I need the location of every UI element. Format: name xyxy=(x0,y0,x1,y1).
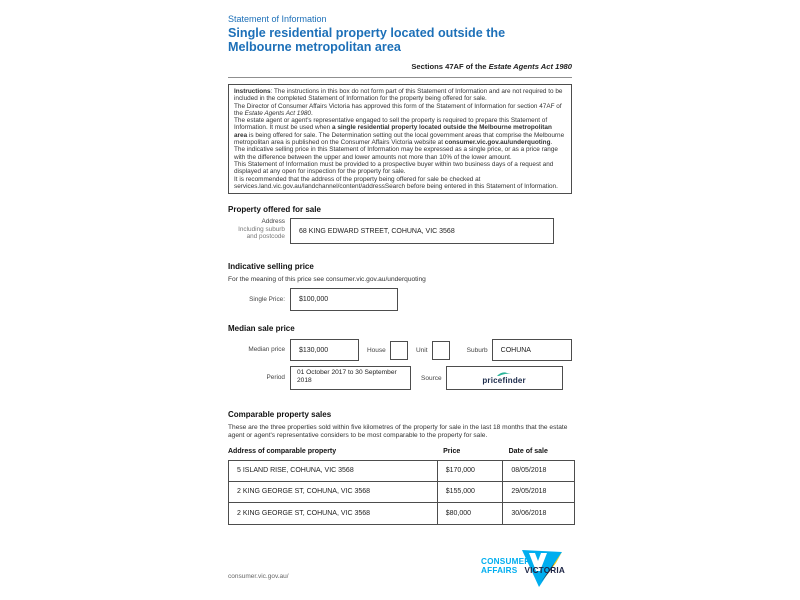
act-reference-prefix: Sections 47AF of the xyxy=(411,62,489,71)
cav-word-victoria: VICTORIA xyxy=(524,566,566,576)
period-label: Period xyxy=(266,374,285,382)
instructions-paragraph: The Director of Consumer Affairs Victoria has approved this form of the Statement of Information for section 47AF of the Estate Agents Act 1980. xyxy=(234,102,562,117)
column-header: Date of sale xyxy=(508,447,548,455)
table-cell: 30/06/2018 xyxy=(502,503,574,524)
table-row xyxy=(229,461,574,482)
pricefinder-logo xyxy=(482,371,526,385)
unit-label: Unit xyxy=(415,346,428,354)
single-price-label: Single Price: xyxy=(249,295,285,303)
median-price-row xyxy=(228,339,572,361)
cav-word-affairs: AFFAIRS xyxy=(481,566,518,576)
period-row xyxy=(228,366,572,390)
comparable-table-header xyxy=(228,448,572,455)
suburb-label: Suburb xyxy=(466,346,488,354)
address-label-sub: Including suburb and postcode xyxy=(238,225,285,240)
instructions-paragraph: This Statement of Information must be provided to a prospective buyer within two business days of a request and displayed at any open for inspection for the property for sale. xyxy=(234,160,554,176)
address-label-main: Address xyxy=(261,218,285,226)
page-title: Single residential property located outside the Melbourne metropolitan area xyxy=(228,26,506,54)
instructions-paragraph: It is recommended that the address of the property being offered for sale be checked at services.land.vic.gov.au/landchannel/content/addressSearch before being entered in this Statement of Information. xyxy=(234,175,558,190)
table-cell: 08/05/2018 xyxy=(502,461,574,481)
cav-line2 xyxy=(481,566,577,575)
footer-url: consumer.vic.gov.au/ xyxy=(228,573,289,580)
table-cell: 29/05/2018 xyxy=(502,482,574,502)
median-price-value-box: $130,000 xyxy=(290,339,359,361)
consumer-affairs-victoria-logo xyxy=(481,549,577,589)
document-type-label: Statement of Information xyxy=(228,14,327,24)
single-price-value-box: $100,000 xyxy=(290,288,398,311)
pricefinder-wordmark: pricefinder xyxy=(482,376,526,386)
unit-checkbox xyxy=(432,341,450,360)
median-price-label: Median price xyxy=(248,346,285,354)
instructions-paragraph: The estate agent or agent's representative engaged to sell the property is required to prepare this Statement of Information. It must be used when a single residential property located outside the Melbourne metropolitan area is being offered for sale. The Determination setting out the local government areas that comprise the Melbourne metropolitan area is published on the Consumer Affairs Victoria website at consumer.vic.gov.au/underquoting. xyxy=(234,117,565,147)
column-header: Address of comparable property xyxy=(228,447,337,455)
section-heading-indicative-price: Indicative selling price xyxy=(228,262,314,272)
period-value-box: 01 October 2017 to 30 September 2018 xyxy=(290,366,411,390)
act-reference xyxy=(228,62,572,71)
section-heading-comparable-sales: Comparable property sales xyxy=(228,410,332,420)
house-checkbox xyxy=(390,341,408,360)
table-cell: 2 KING GEORGE ST, COHUNA, VIC 3568 xyxy=(237,488,371,496)
single-price-row xyxy=(228,288,572,311)
address-value-box: 68 KING EDWARD STREET, COHUNA, VIC 3568 xyxy=(290,218,554,244)
source-value-box xyxy=(446,366,563,390)
suburb-value-box: COHUNA xyxy=(492,339,572,361)
table-row xyxy=(229,482,574,503)
table-cell: $155,000 xyxy=(437,482,503,502)
section-heading-property: Property offered for sale xyxy=(228,205,321,215)
comparable-sales-description: These are the three properties sold within five kilometres of the property for sale in the last 18 months that the estate agent or agent's representative considers to be most comparable to the property for sale. xyxy=(228,424,568,439)
cav-wordmark xyxy=(481,549,577,576)
table-cell: $170,000 xyxy=(437,461,503,481)
address-label xyxy=(228,218,290,244)
header-divider xyxy=(228,77,572,78)
table-cell: 2 KING GEORGE ST, COHUNA, VIC 3568 xyxy=(237,509,371,517)
indicative-price-note: For the meaning of this price see consumer.vic.gov.au/underquoting xyxy=(228,276,426,284)
address-row xyxy=(228,218,572,244)
instructions-paragraph: Instructions: The instructions in this box do not form part of this Statement of Information and are not required to be included in the completed Statement of Information for the property being offered for sale. xyxy=(234,88,563,103)
document-content xyxy=(228,0,572,525)
source-label: Source xyxy=(421,374,442,382)
table-cell: $80,000 xyxy=(437,503,503,524)
table-row xyxy=(229,503,574,524)
comparable-table-body xyxy=(228,460,575,525)
section-heading-median-price: Median sale price xyxy=(228,324,295,334)
act-name: Estate Agents Act 1980 xyxy=(488,62,572,71)
instructions-paragraph: The indicative selling price in this Statement of Information may be expressed as a single price, or as a price range with the difference between the upper and lower amounts not more than 10% of the lower amount. xyxy=(234,146,558,161)
table-cell: 5 ISLAND RISE, COHUNA, VIC 3568 xyxy=(237,467,354,475)
column-header: Price xyxy=(443,447,461,455)
cav-word-consumer: CONSUMER xyxy=(481,557,531,566)
house-label: House xyxy=(366,346,386,354)
instructions-box xyxy=(228,84,572,194)
